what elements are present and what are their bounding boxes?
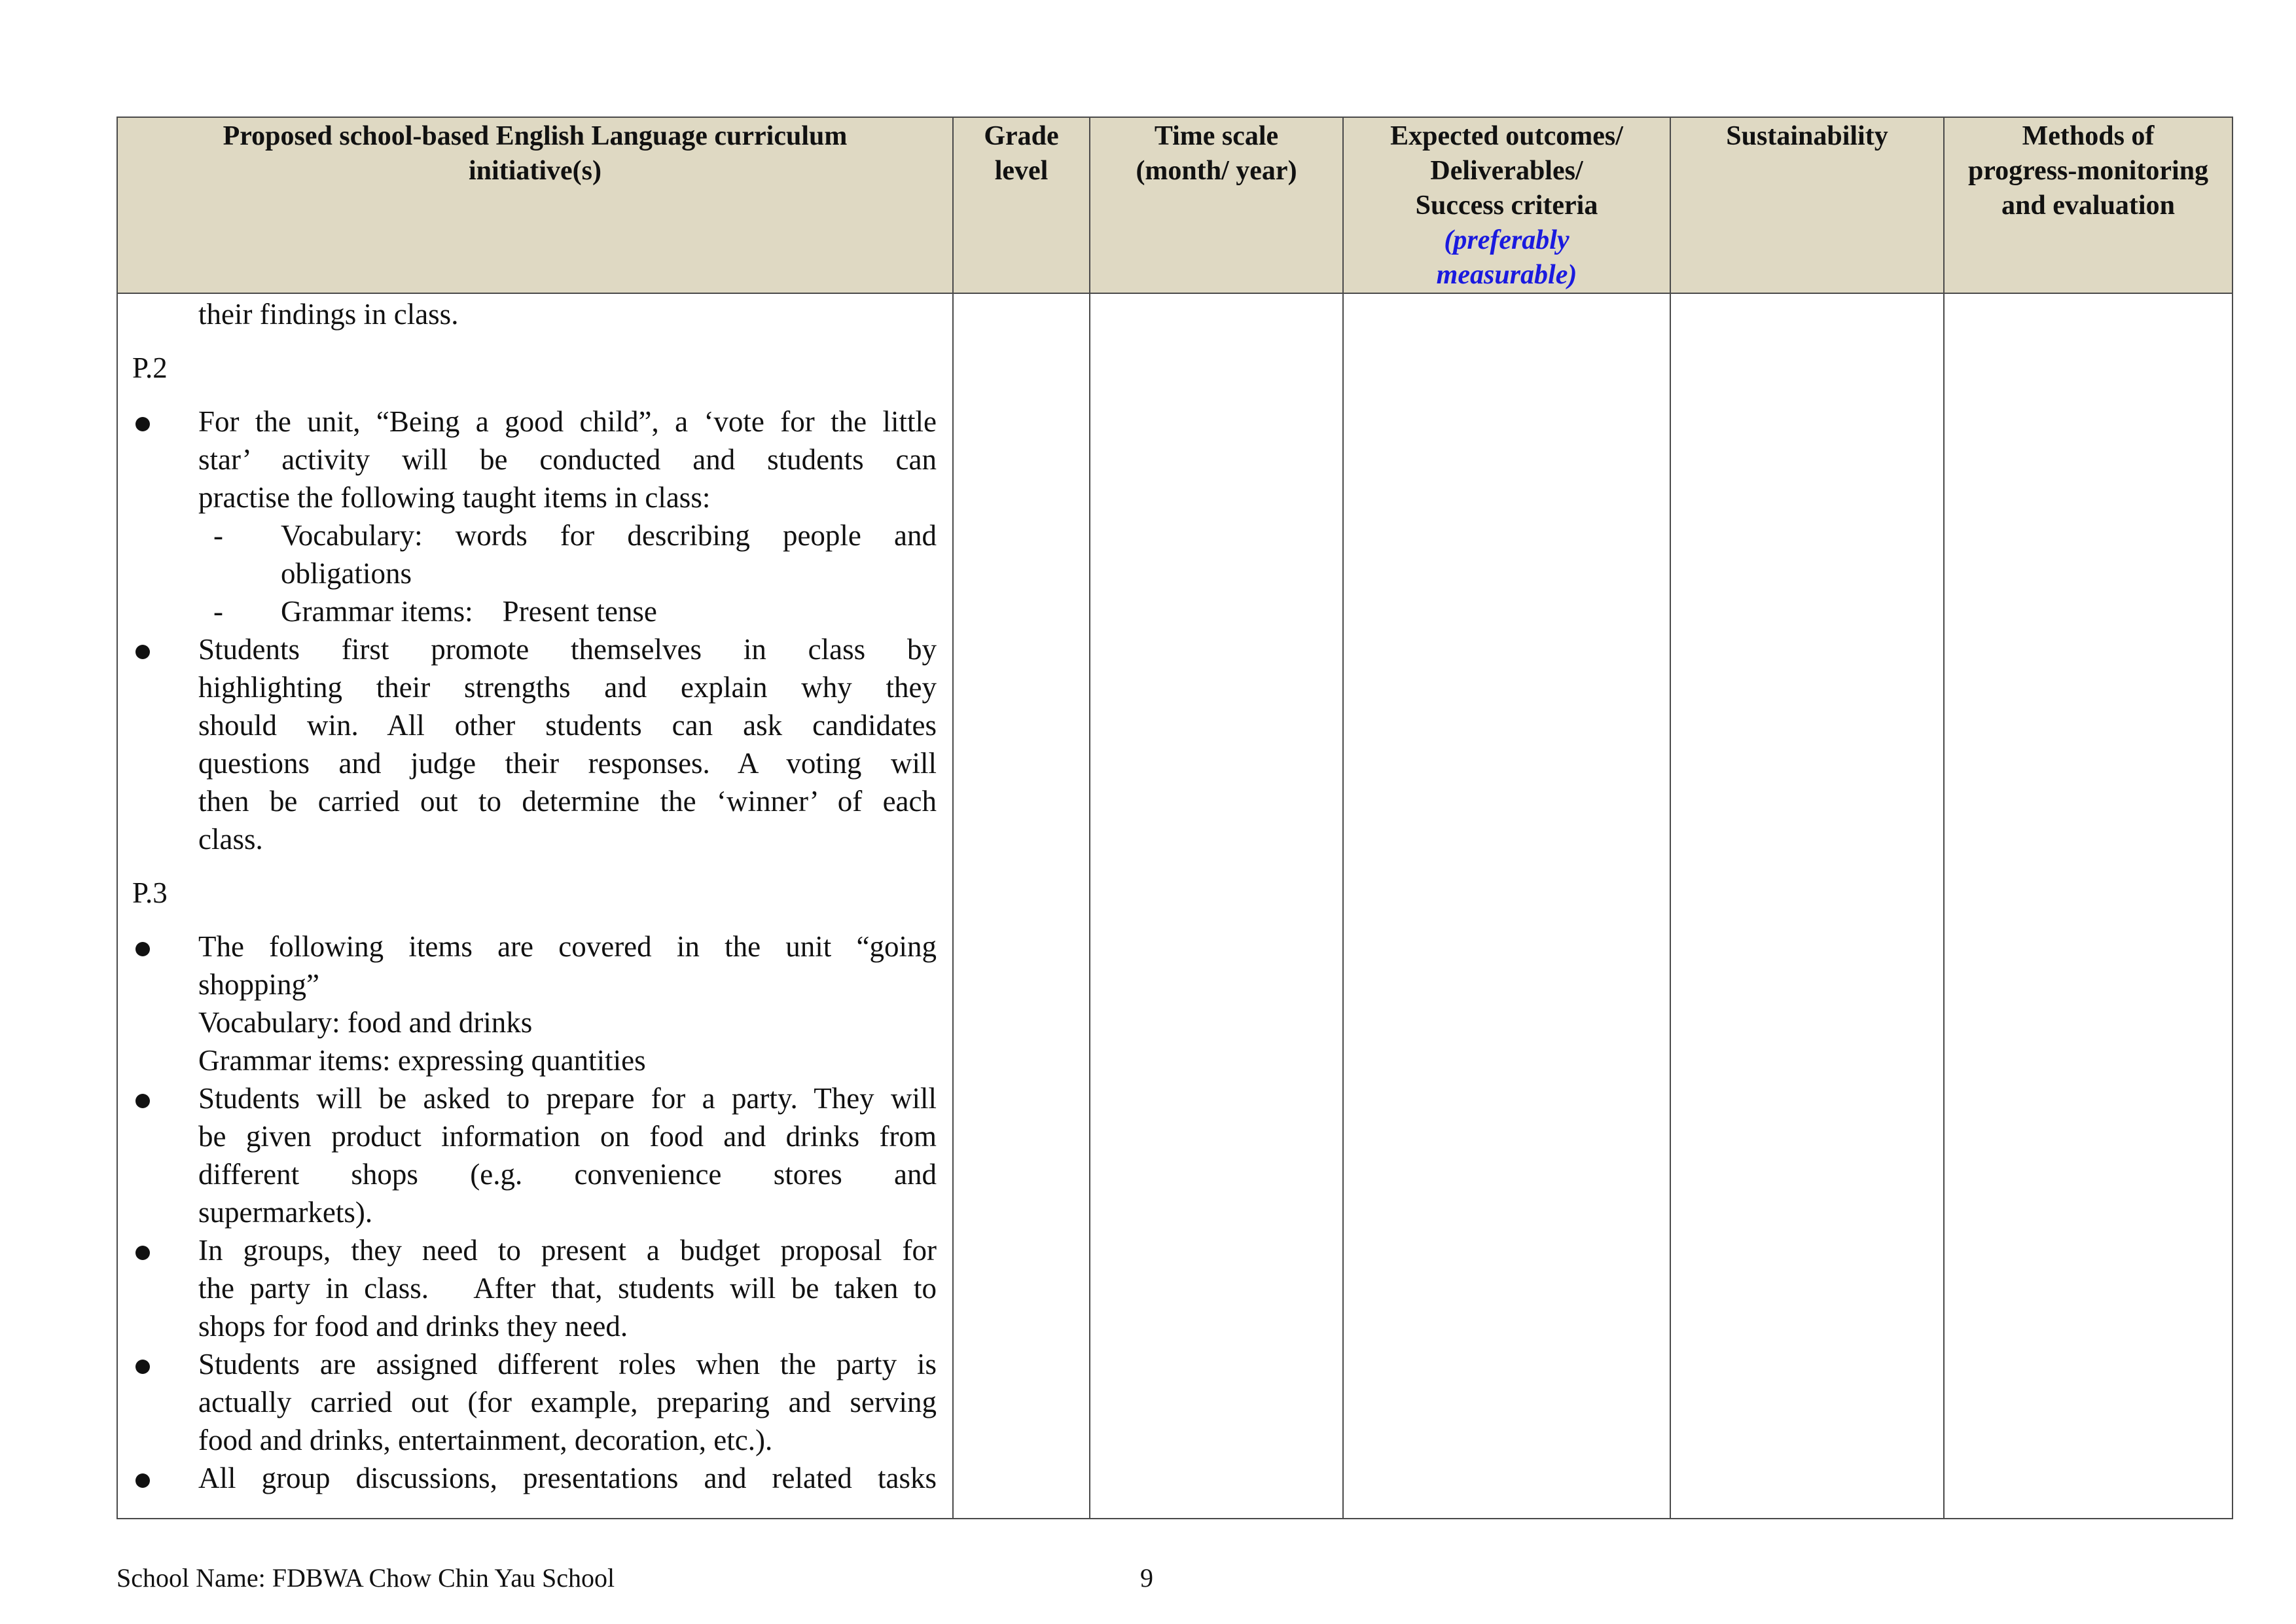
text-line: Grammar items: expressing quantities bbox=[198, 1044, 646, 1077]
expected-outcomes-cell bbox=[1343, 293, 1670, 1519]
text-line: questions and judge their responses. A voting will bbox=[198, 747, 937, 780]
bullet-item bbox=[118, 1459, 952, 1497]
text-line: Students are assigned different roles when the party is bbox=[198, 1348, 937, 1380]
methods-cell bbox=[1944, 293, 2233, 1519]
text-line: practise the following taught items in class: bbox=[198, 481, 711, 514]
bullet-icon bbox=[135, 645, 150, 659]
bullet-icon bbox=[135, 1360, 150, 1374]
continuation-text: their findings in class. bbox=[198, 298, 459, 331]
header-line: Methods of bbox=[2022, 121, 2155, 151]
header-line: level bbox=[994, 156, 1049, 186]
text-line: Students first promote themselves in class by bbox=[198, 633, 937, 666]
header-emphasis-line: measurable) bbox=[1436, 260, 1577, 290]
bullet-icon bbox=[135, 1246, 150, 1260]
bullet-item bbox=[118, 1345, 952, 1459]
grade-label-p3: P.3 bbox=[132, 876, 168, 909]
dash-marker: - bbox=[213, 519, 223, 552]
text-line: actually carried out (for example, preparing and serving bbox=[198, 1386, 937, 1418]
bullet-item bbox=[118, 403, 952, 630]
dash-item bbox=[118, 592, 952, 630]
header-emphasis-line: (preferably bbox=[1444, 225, 1570, 255]
header-line: Time scale bbox=[1154, 121, 1279, 151]
text-line: should win. All other students can ask candidates bbox=[198, 709, 937, 742]
header-expected-outcomes bbox=[1343, 117, 1670, 293]
text-line: star’ activity will be conducted and students can bbox=[198, 443, 937, 476]
text-line: class. bbox=[198, 823, 263, 856]
grade-level-cell bbox=[953, 293, 1090, 1519]
header-grade-level bbox=[953, 117, 1090, 293]
bullet-item bbox=[118, 928, 952, 1079]
text-line: In groups, they need to present a budget proposal for bbox=[198, 1234, 937, 1267]
table-body-row bbox=[117, 293, 2233, 1519]
bullet-item bbox=[118, 630, 952, 858]
dash-marker: - bbox=[213, 595, 223, 628]
header-line: Deliverables/ bbox=[1430, 156, 1583, 186]
bullet-item bbox=[118, 1231, 952, 1345]
text-line: then be carried out to determine the ‘winner’ of each bbox=[198, 785, 937, 818]
header-line: Grade bbox=[984, 121, 1059, 151]
bullet-item bbox=[118, 1079, 952, 1231]
text-line: All group discussions, presentations and related tasks bbox=[198, 1462, 937, 1494]
header-line: and evaluation bbox=[2001, 190, 2175, 221]
bullet-icon bbox=[135, 942, 150, 956]
page-number: 9 bbox=[1140, 1563, 1153, 1593]
bullet-icon bbox=[135, 1473, 150, 1488]
header-line: Proposed school-based English Language curriculum bbox=[223, 121, 848, 151]
text-line: be given product information on food and drinks from bbox=[198, 1120, 937, 1153]
header-line: initiative(s) bbox=[469, 156, 601, 186]
header-line: Success criteria bbox=[1415, 190, 1598, 221]
text-line: food and drinks, entertainment, decoration, etc.). bbox=[198, 1424, 773, 1456]
header-line: Sustainability bbox=[1726, 121, 1888, 151]
header-line: Expected outcomes/ bbox=[1390, 121, 1623, 151]
header-line: progress-monitoring bbox=[1967, 156, 2209, 186]
text-line: Vocabulary: food and drinks bbox=[198, 1006, 533, 1039]
text-line: the party in class. After that, students will be taken to bbox=[198, 1272, 937, 1305]
text-line: different shops (e.g. convenience stores and bbox=[198, 1158, 937, 1191]
footer-school-name: School Name: FDBWA Chow Chin Yau School bbox=[117, 1563, 615, 1593]
table-header-row bbox=[117, 117, 2233, 293]
header-sustainability bbox=[1670, 117, 1944, 293]
header-methods bbox=[1944, 117, 2233, 293]
text-line: shops for food and drinks they need. bbox=[198, 1310, 628, 1343]
text-line: Vocabulary: words for describing people and bbox=[281, 519, 937, 552]
text-line: shopping” bbox=[198, 968, 319, 1001]
text-line: Grammar items: Present tense bbox=[281, 595, 657, 628]
grade-label-p2: P.2 bbox=[132, 352, 168, 384]
dash-item bbox=[118, 516, 952, 592]
time-scale-cell bbox=[1090, 293, 1343, 1519]
header-line: (month/ year) bbox=[1136, 156, 1297, 186]
bullet-icon bbox=[135, 417, 150, 431]
bullet-icon bbox=[135, 1094, 150, 1108]
text-line: obligations bbox=[281, 557, 412, 590]
header-time-scale bbox=[1090, 117, 1343, 293]
initiative-cell bbox=[117, 293, 953, 1519]
text-line: supermarkets). bbox=[198, 1196, 373, 1229]
text-line: Students will be asked to prepare for a party. They will bbox=[198, 1082, 937, 1115]
header-initiatives bbox=[117, 117, 953, 293]
sustainability-cell bbox=[1670, 293, 1944, 1519]
curriculum-plan-table bbox=[117, 117, 2233, 1519]
text-line: highlighting their strengths and explain why they bbox=[198, 671, 937, 704]
text-line: For the unit, “Being a good child”, a ‘vote for the little bbox=[198, 405, 937, 438]
text-line: The following items are covered in the unit “going bbox=[198, 930, 937, 963]
